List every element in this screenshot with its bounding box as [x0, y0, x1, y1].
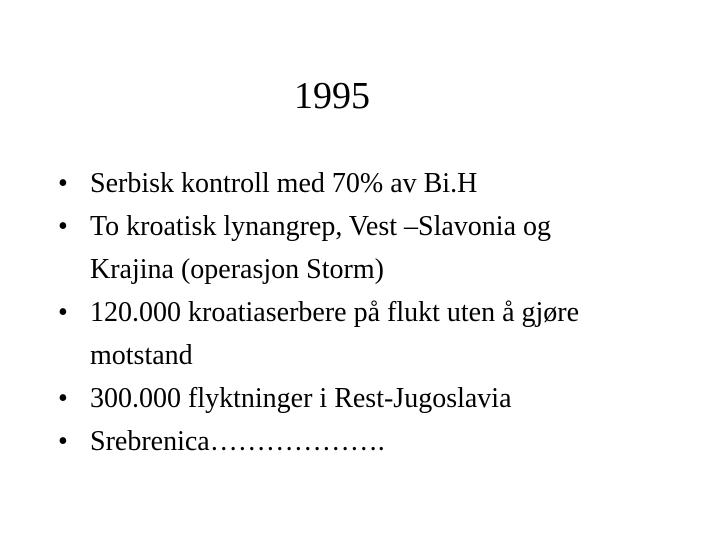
bullet-dot-icon: •: [58, 168, 68, 199]
bullet-text: Serbisk kontroll med 70% av Bi.H: [90, 168, 478, 199]
bullet-item: [58, 420, 678, 463]
bullet-dot-icon: •: [58, 426, 68, 457]
bullet-text: 120.000 kroatiaserbere på flukt uten å gjøre: [90, 297, 580, 328]
slide-title: 1995: [294, 75, 370, 117]
bullet-list: [58, 162, 678, 463]
bullet-item: [58, 291, 678, 377]
bullet-item: [58, 377, 678, 420]
bullet-dot-icon: •: [58, 211, 68, 242]
bullet-text: 300.000 flyktninger i Rest-Jugoslavia: [90, 383, 512, 414]
bullet-item: [58, 205, 678, 291]
bullet-dot-icon: •: [58, 297, 68, 328]
bullet-dot-icon: •: [58, 383, 68, 414]
bullet-text: To kroatisk lynangrep, Vest –Slavonia og: [90, 211, 552, 242]
bullet-text-continuation: motstand: [90, 340, 193, 371]
bullet-text: Srebrenica……………….: [90, 426, 385, 457]
bullet-item: [58, 162, 678, 205]
bullet-text-continuation: Krajina (operasjon Storm): [90, 254, 384, 285]
